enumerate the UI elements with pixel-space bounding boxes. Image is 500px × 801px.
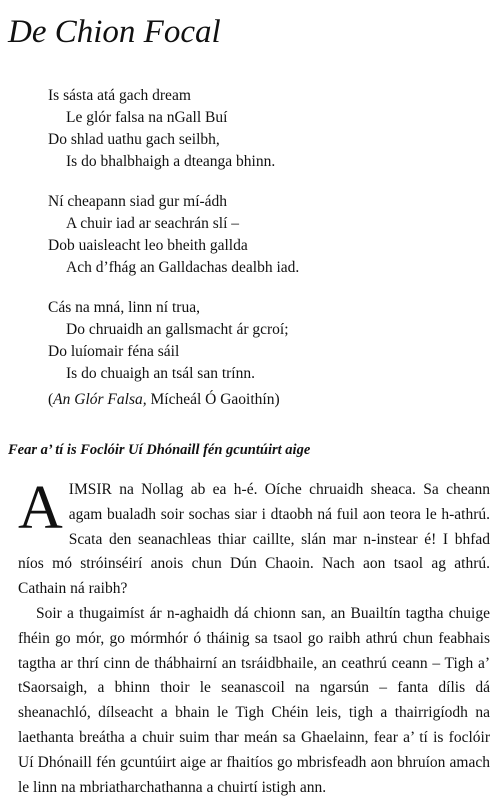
attribution-work-title: An Glór Falsa,	[53, 391, 147, 408]
paragraph-2: Soir a thugaimíst ár n-aghaidh dá chionn san, an Buailtín tagtha chuige fhéin go mór, go mórmhór ó tháinig sa tsaol go raibh athrú chun feabhais tagtha ar thrí cinn de thábhairní an tsráidbhaile, an ceathrú ceann – Tigh a’ tSaorsaigh, a bhinn thoir le seanascoil na ngarsún – fanta dílis dá sheanachló, dílseacht a bhain le Tigh Chéin leis, tigh a thairrigíodh na laethanta breátha a chuir suim thar meán sa Ghaelainn, fear a’ tí is foclóir Uí Dhónaill fén gcuntúirt aige ar fhaitíos go mbrisfeadh aon bhruíon amach le linn na mbriatharchathanna a chuirtí istigh ann.	[18, 604, 490, 796]
poem-line: Is do chuaigh an tsál san trínn.	[66, 365, 255, 382]
poem-attribution	[48, 389, 478, 411]
drop-cap: A	[18, 474, 63, 542]
poem-line: Do shlad uathu gach seilbh,	[48, 131, 220, 148]
poem-line: Le glór falsa na nGall Buí	[66, 109, 228, 126]
section-heading: Fear a’ tí is Foclóir Uí Dhónaill fén gcuntúirt aige	[8, 442, 311, 458]
attribution-open: (	[48, 391, 54, 408]
poem-line: Do luíomair féna sáil	[48, 343, 180, 360]
poem-stanza-1	[48, 85, 478, 173]
attribution-author: Mícheál Ó Gaoithín)	[146, 391, 280, 408]
poem-line: Is do bhalbhaigh a dteanga bhinn.	[66, 153, 276, 170]
poem-line: Ach d’fhág an Galldachas dealbh iad.	[66, 259, 300, 276]
prose-body	[18, 474, 490, 800]
poem	[48, 85, 478, 411]
paragraph-1-text: IMSIR na Nollag ab ea h-é. Oíche chruaidh sheaca. Sa cheann agam bualadh soir sochas siar i dtaobh ná fuil aon teora le h-athrú. Scata den seanachleas thiar caillte, slán mar n-instear é! I bhfad níos mó stróinséirí anois chun Dún Chaoin. Nach aon tsaol ag athrú. Cathain ná raibh?	[18, 481, 490, 598]
poem-line: Do chruaidh an gallsmacht ár gcroí;	[66, 321, 289, 338]
paragraph-1	[18, 474, 490, 602]
poem-stanza-2	[48, 191, 478, 279]
poem-stanza-3	[48, 297, 478, 385]
poem-line: A chuir iad ar seachrán slí –	[66, 215, 240, 232]
poem-line: Ní cheapann siad gur mí-ádh	[48, 193, 228, 210]
poem-line: Dob uaisleacht leo bheith gallda	[48, 237, 248, 254]
poem-line: Is sásta atá gach dream	[48, 87, 191, 104]
poem-line: Cás na mná, linn ní trua,	[48, 299, 200, 316]
page-title: De Chion Focal	[8, 14, 221, 50]
